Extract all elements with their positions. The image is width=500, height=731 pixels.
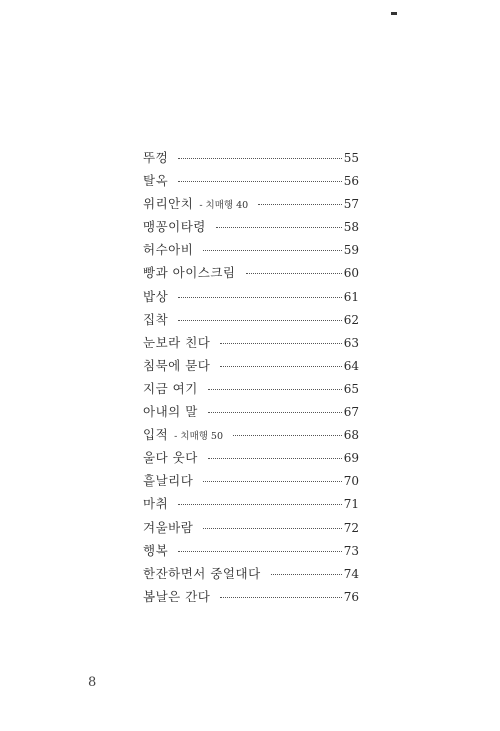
dot-leader	[208, 412, 342, 413]
toc-entry	[143, 494, 359, 517]
toc-entry	[143, 148, 359, 171]
toc-entry-page-number: 63	[343, 335, 359, 350]
dot-leader	[258, 204, 342, 205]
toc-entry-title: 입적	[143, 427, 169, 443]
toc-entry-page-number: 62	[343, 312, 359, 327]
toc-entry	[143, 379, 359, 402]
toc-entry-page-number: 61	[343, 289, 359, 304]
toc-entry-title: 허수아비	[143, 242, 194, 258]
toc-entry	[143, 194, 359, 217]
toc-entry-title: 침묵에 묻다	[143, 357, 211, 373]
toc-entry-title: 빵과 아이스크림	[143, 265, 236, 281]
page-number: 8	[88, 675, 97, 690]
toc-entry-title: 집착	[143, 311, 169, 327]
toc-entry-title: 겨울바람	[143, 519, 194, 535]
toc-entry	[143, 402, 359, 425]
dot-leader	[178, 158, 342, 159]
dot-leader	[208, 389, 342, 390]
toc-entry	[143, 425, 359, 448]
dot-leader	[208, 458, 342, 459]
toc-entry	[143, 587, 359, 610]
toc-entry	[143, 518, 359, 541]
toc-entry-page-number: 68	[343, 428, 359, 443]
toc-entry-title: 행복	[143, 542, 169, 558]
toc-entry-page-number: 64	[343, 358, 359, 373]
toc-entry-title: 봄날은 간다	[143, 588, 211, 604]
toc-entry	[143, 287, 359, 310]
dot-leader	[178, 551, 342, 552]
toc-entry-title: 눈보라 친다	[143, 334, 211, 350]
toc-entry-title: 흩날리다	[143, 473, 194, 489]
toc-entry-title: 마취	[143, 496, 169, 512]
table-of-contents	[143, 148, 359, 610]
toc-entry	[143, 333, 359, 356]
print-mark	[391, 12, 397, 15]
toc-entry	[143, 564, 359, 587]
toc-entry	[143, 263, 359, 286]
dot-leader	[220, 343, 341, 344]
toc-entry	[143, 448, 359, 471]
toc-entry-page-number: 55	[343, 151, 359, 165]
toc-entry-page-number: 57	[343, 197, 359, 212]
toc-entry-page-number: 69	[343, 451, 359, 466]
toc-entry-title: 위리안치	[143, 196, 194, 212]
toc-entry-page-number: 59	[343, 243, 359, 258]
dot-leader	[178, 504, 342, 505]
toc-entry-title: 아내의 말	[143, 404, 198, 420]
toc-entry	[143, 310, 359, 333]
toc-entry-page-number: 60	[343, 266, 359, 281]
toc-entry	[143, 356, 359, 379]
toc-entry	[143, 171, 359, 194]
toc-entry-title: 지금 여기	[143, 380, 198, 396]
toc-entry	[143, 217, 359, 240]
toc-entry-title: 뚜껑	[143, 150, 169, 165]
toc-entry-page-number: 65	[343, 381, 359, 396]
toc-entry-subtitle: - 치매행 40	[199, 200, 249, 212]
toc-entry-title: 맹꽁이타령	[143, 219, 206, 235]
toc-entry-title: 탈옥	[143, 173, 169, 189]
dot-leader	[233, 435, 342, 436]
toc-entry	[143, 471, 359, 494]
dot-leader	[178, 181, 342, 182]
dot-leader	[271, 574, 342, 575]
dot-leader	[203, 528, 341, 529]
toc-entry-page-number: 74	[343, 566, 359, 581]
dot-leader	[178, 297, 342, 298]
dot-leader	[178, 320, 342, 321]
toc-entry-page-number: 56	[343, 174, 359, 189]
toc-entry-subtitle: - 치매행 50	[174, 431, 224, 443]
toc-entry-title: 한잔하면서 중얼대다	[143, 565, 261, 581]
toc-entry	[143, 541, 359, 564]
toc-entry-page-number: 72	[343, 520, 359, 535]
dot-leader	[246, 273, 342, 274]
toc-entry-page-number: 71	[343, 497, 359, 512]
toc-entry-page-number: 76	[343, 589, 359, 604]
toc-entry-page-number: 58	[343, 220, 359, 235]
toc-entry-page-number: 67	[343, 405, 359, 420]
toc-entry	[143, 240, 359, 263]
dot-leader	[203, 250, 341, 251]
dot-leader	[220, 366, 341, 367]
toc-entry-page-number: 70	[343, 474, 359, 489]
toc-entry-title: 밥상	[143, 288, 169, 304]
dot-leader	[220, 597, 341, 598]
dot-leader	[216, 227, 342, 228]
toc-entry-page-number: 73	[343, 543, 359, 558]
toc-entry-title: 울다 웃다	[143, 450, 198, 466]
dot-leader	[203, 481, 341, 482]
